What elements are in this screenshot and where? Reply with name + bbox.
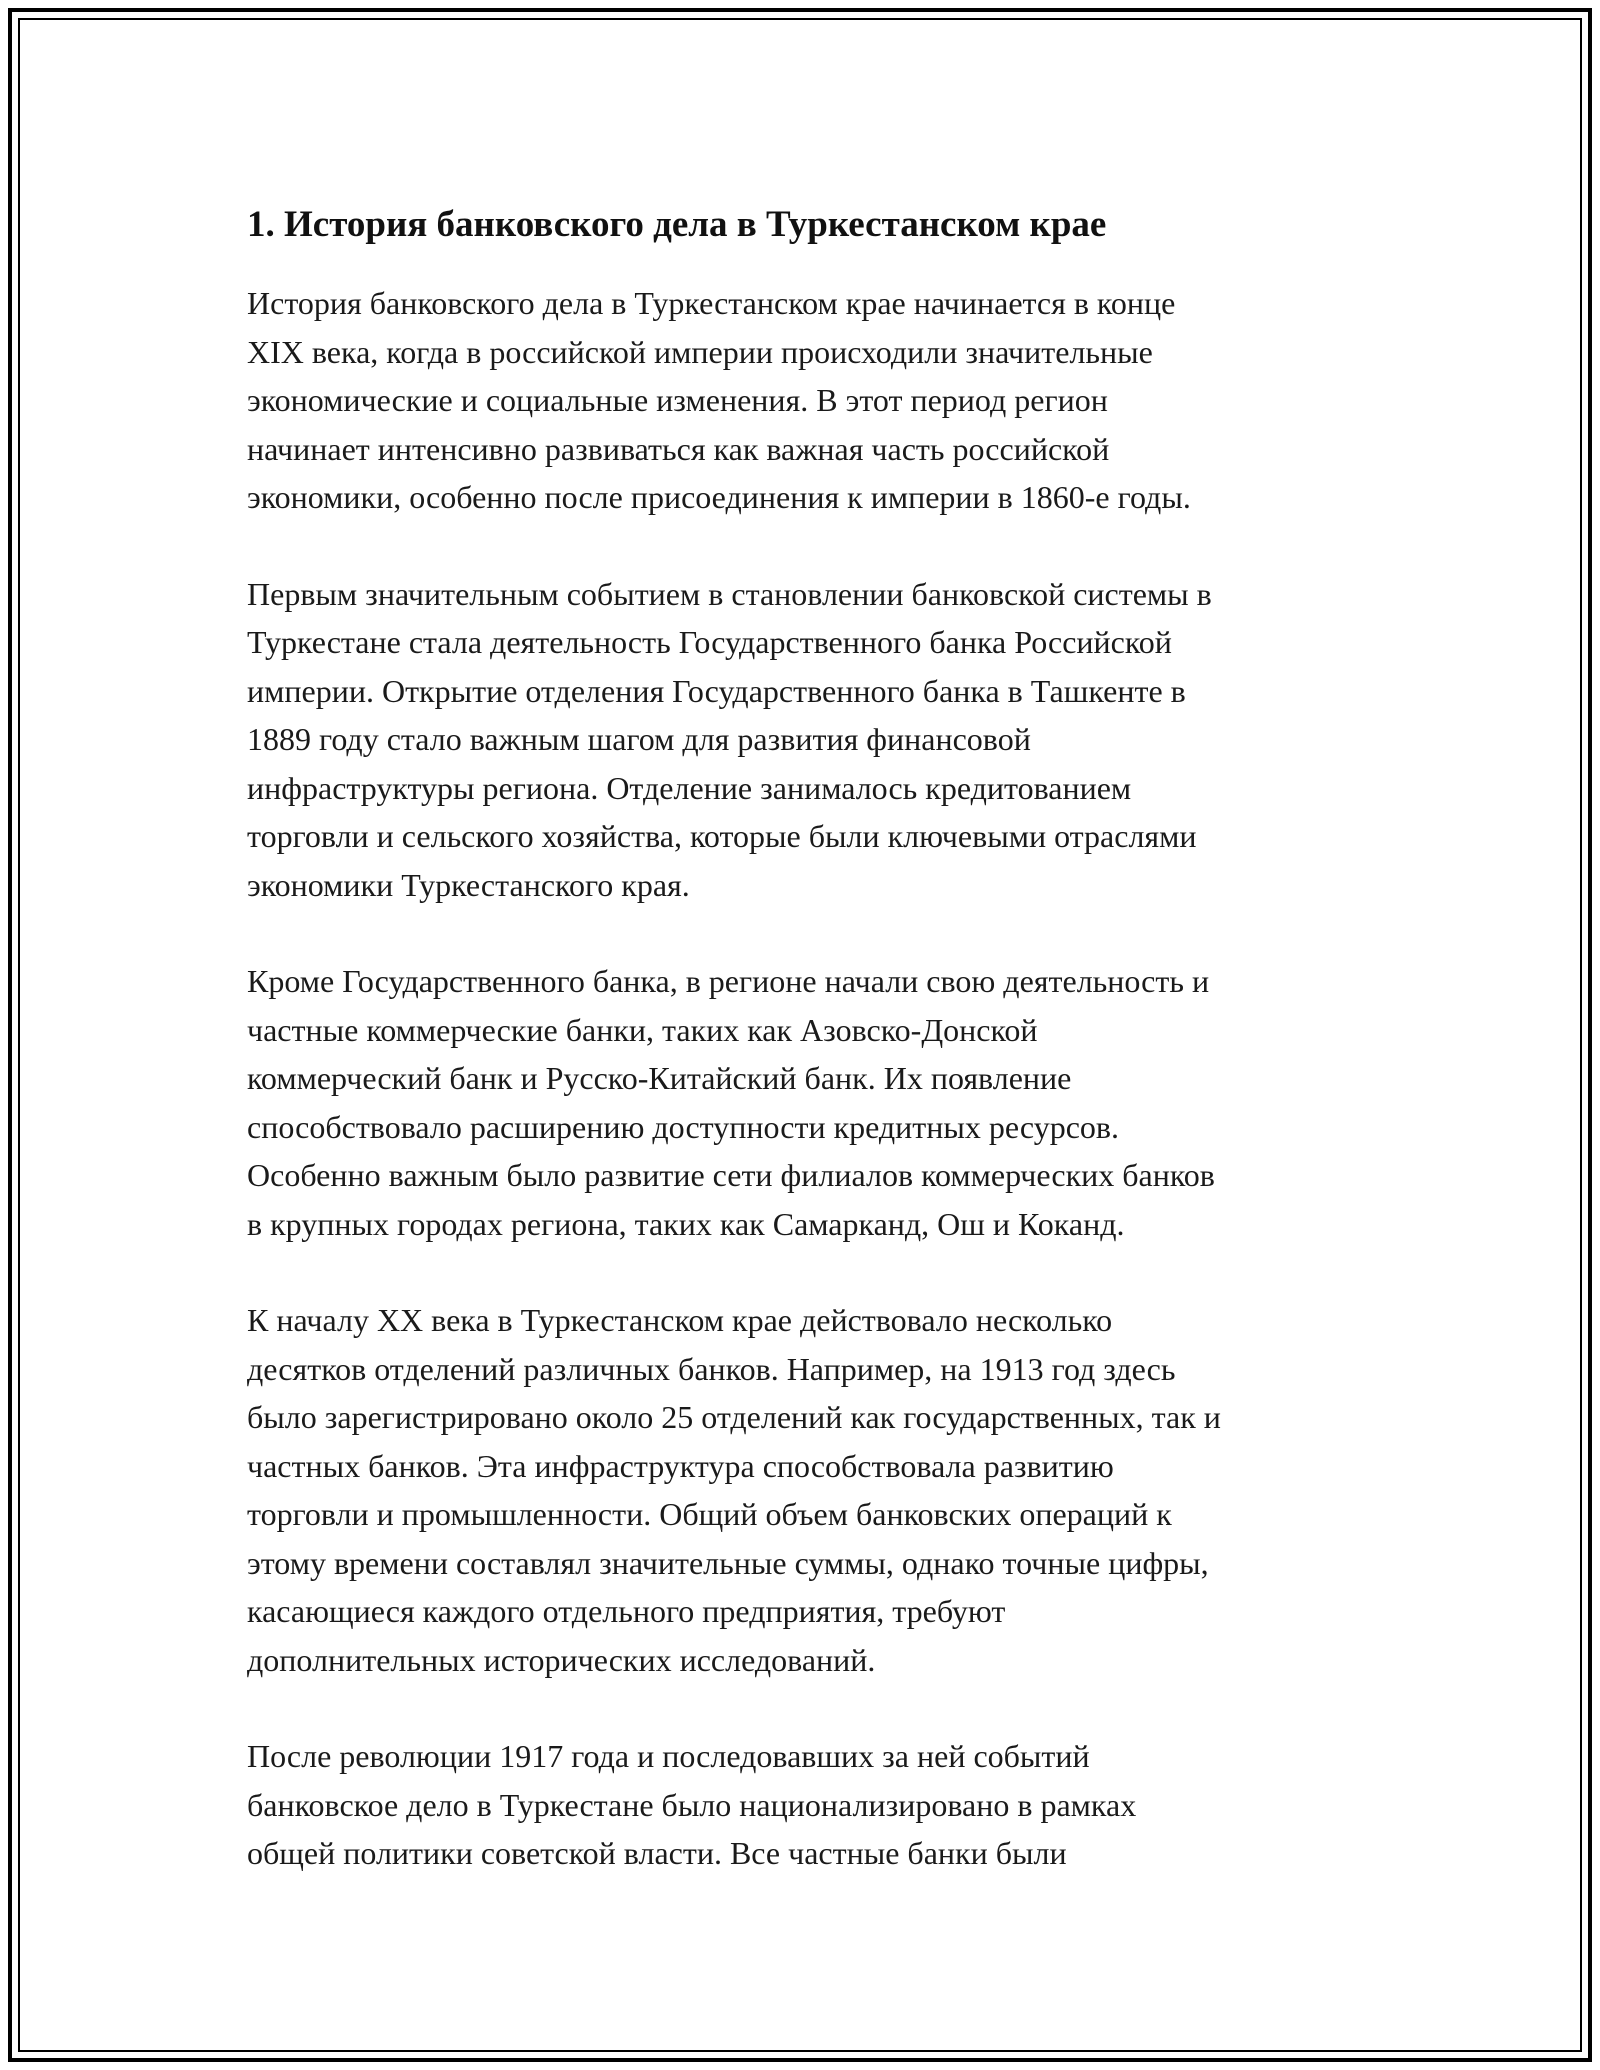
section-heading: 1. История банковского дела в Туркестанском крае [247, 204, 1107, 245]
page-frame [8, 8, 1592, 2062]
paragraph-3: Кроме Государственного банка, в регионе начали свою деятельность и частные коммерческие банки, таких как Азовско-Донской коммерческий банк и Русско-Китайский банк. Их появление способствовало расширению доступности кредитных ресурсов. Особенно важным было развитие сети филиалов коммерческих банков в крупных городах региона, таких как Самарканд, Ош и Коканд. [247, 963, 1215, 1242]
paragraph-5: После революции 1917 года и последовавших за ней событий банковское дело в Туркестане было национализировано в рамках общей политики советской власти. Все частные банки были [247, 1738, 1137, 1871]
paragraph-1: История банковского дела в Туркестанском крае начинается в конце XIX века, когда в российской империи происходили значительные экономические и социальные изменения. В этот период регион начинает интенсивно развиваться как важная часть российской экономики, особенно после присоединения к империи в 1860-е годы. [247, 285, 1191, 515]
paragraph-4: К началу XX века в Туркестанском крае действовало несколько десятков отделений различных банков. Например, на 1913 год здесь было зарегистрировано около 25 отделений как государственных, так и частных банков. Эта инфраструктура способствовала развитию торговли и промышленности. Общий объем банковских операций к этому времени составлял значительные суммы, однако точные цифры, касающиеся каждого отдельного предприятия, требуют дополнительных исторических исследований. [247, 1302, 1221, 1678]
paragraph-2: Первым значительным событием в становлении банковской системы в Туркестане стала деятельность Государственного банка Российской империи. Открытие отделения Государственного банка в Ташкенте в 1889 году стало важным шагом для развития финансовой инфраструктуры региона. Отделение занималось кредитованием торговли и сельского хозяйства, которые были ключевыми отраслями экономики Туркестанского края. [247, 575, 1212, 903]
document-content [247, 197, 1377, 1926]
